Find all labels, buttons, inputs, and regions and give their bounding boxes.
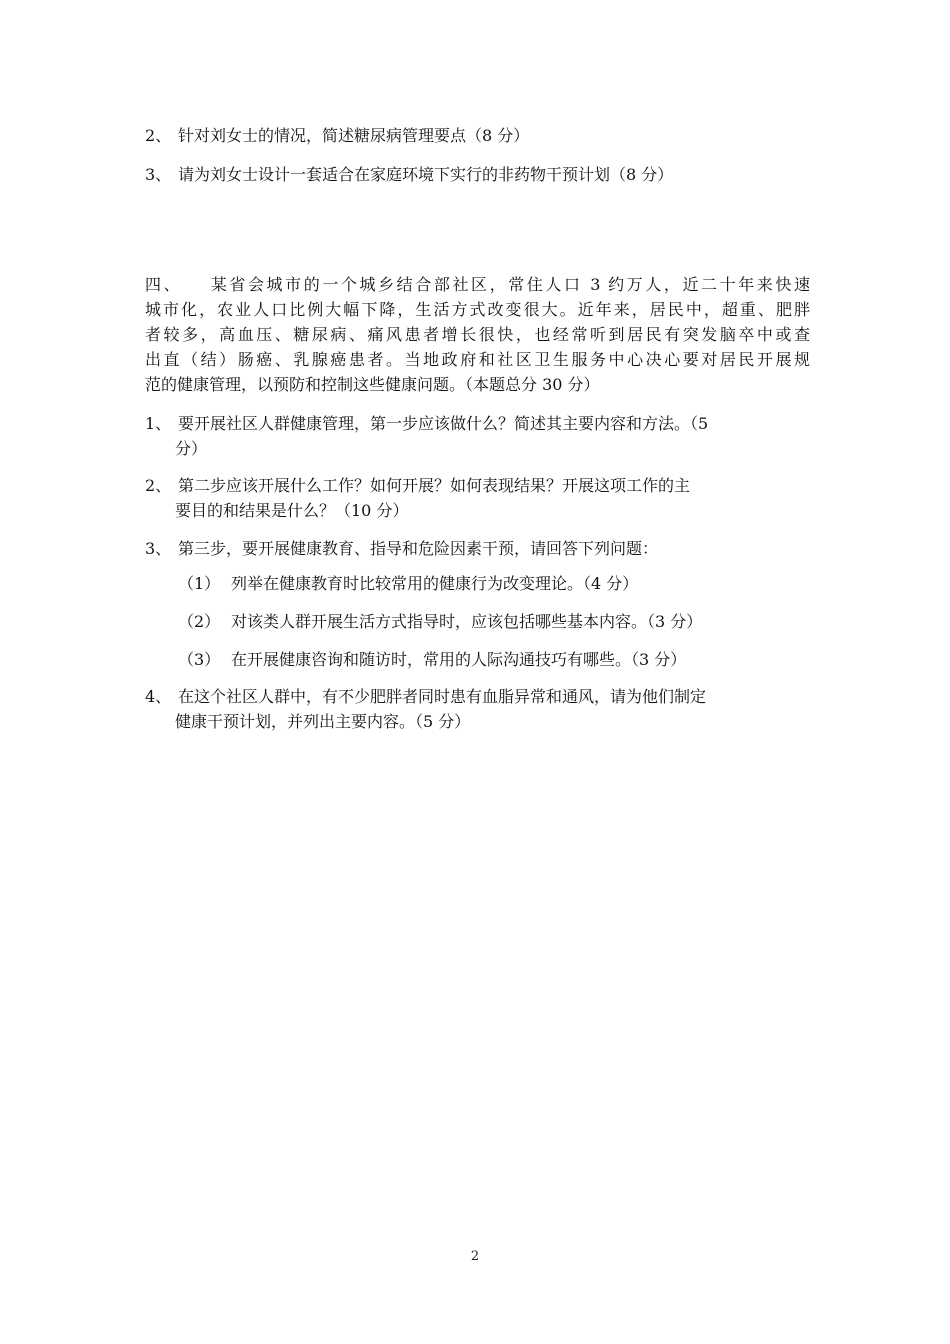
subquestion-2: [178, 609, 702, 635]
question-text: 针对刘女士的情况，简述糖尿病管理要点（8 分）: [178, 126, 530, 145]
question-number: 4、: [145, 687, 172, 706]
section-4-question-4: [145, 684, 706, 710]
subquestion-text: 在开展健康咨询和随访时，常用的人际沟通技巧有哪些。（3 分）: [231, 650, 687, 669]
question-number: 1、: [145, 414, 172, 433]
question-2: [145, 123, 529, 149]
page-number: 2: [470, 1249, 480, 1264]
question-number: 2、: [145, 126, 172, 145]
question-number: 3、: [145, 165, 172, 184]
question-continuation: 分）: [175, 439, 208, 458]
question-text: 在这个社区人群中，有不少肥胖者同时患有血脂异常和通风，请为他们制定: [178, 687, 707, 706]
question-continuation: 要目的和结果是什么？（10 分）: [175, 501, 409, 520]
section-4-question-3: [145, 536, 658, 562]
paragraph-line: 出直（结）肠癌、乳腺癌患者。当地政府和社区卫生服务中心决心要对居民开展规: [145, 350, 810, 369]
question-3: [145, 162, 673, 188]
question-number: 2、: [145, 476, 172, 495]
paragraph-line: 范的健康管理，以预防和控制这些健康问题。（本题总分 30 分）: [145, 375, 600, 394]
section-4-paragraph: [145, 272, 810, 397]
question-text: 请为刘女士设计一套适合在家庭环境下实行的非药物干预计划（8 分）: [178, 165, 674, 184]
subquestion-3: [178, 647, 686, 673]
section-heading: 四、: [145, 275, 183, 294]
subquestion-number: （3）: [178, 650, 221, 669]
question-number: 3、: [145, 539, 172, 558]
subquestion-text: 列举在健康教育时比较常用的健康行为改变理论。（4 分）: [231, 574, 639, 593]
subquestion-1: [178, 571, 638, 597]
paragraph-line: 者较多，高血压、糖尿病、痛风患者增长很快，也经常听到居民有突发脑卒中或查: [145, 325, 810, 344]
section-4-question-1: [145, 411, 708, 437]
question-text: 要开展社区人群健康管理，第一步应该做什么？简述其主要内容和方法。（5: [178, 414, 709, 433]
question-continuation: 健康干预计划，并列出主要内容。（5 分）: [175, 712, 471, 731]
question-text: 第三步，要开展健康教育、指导和危险因素干预，请回答下列问题：: [178, 539, 659, 558]
section-4-question-2: [145, 473, 690, 499]
subquestion-number: （1）: [178, 574, 221, 593]
subquestion-number: （2）: [178, 612, 221, 631]
paragraph-line: 四、 某省会城市的一个城乡结合部社区，常住人口 3 约万人，近二十年来快速: [145, 275, 810, 294]
question-text: 第二步应该开展什么工作？如何开展？如何表现结果？开展这项工作的主: [178, 476, 691, 495]
paragraph-line: 城市化，农业人口比例大幅下降，生活方式改变很大。近年来，居民中，超重、肥胖: [145, 300, 810, 319]
subquestion-text: 对该类人群开展生活方式指导时，应该包括哪些基本内容。（3 分）: [231, 612, 703, 631]
